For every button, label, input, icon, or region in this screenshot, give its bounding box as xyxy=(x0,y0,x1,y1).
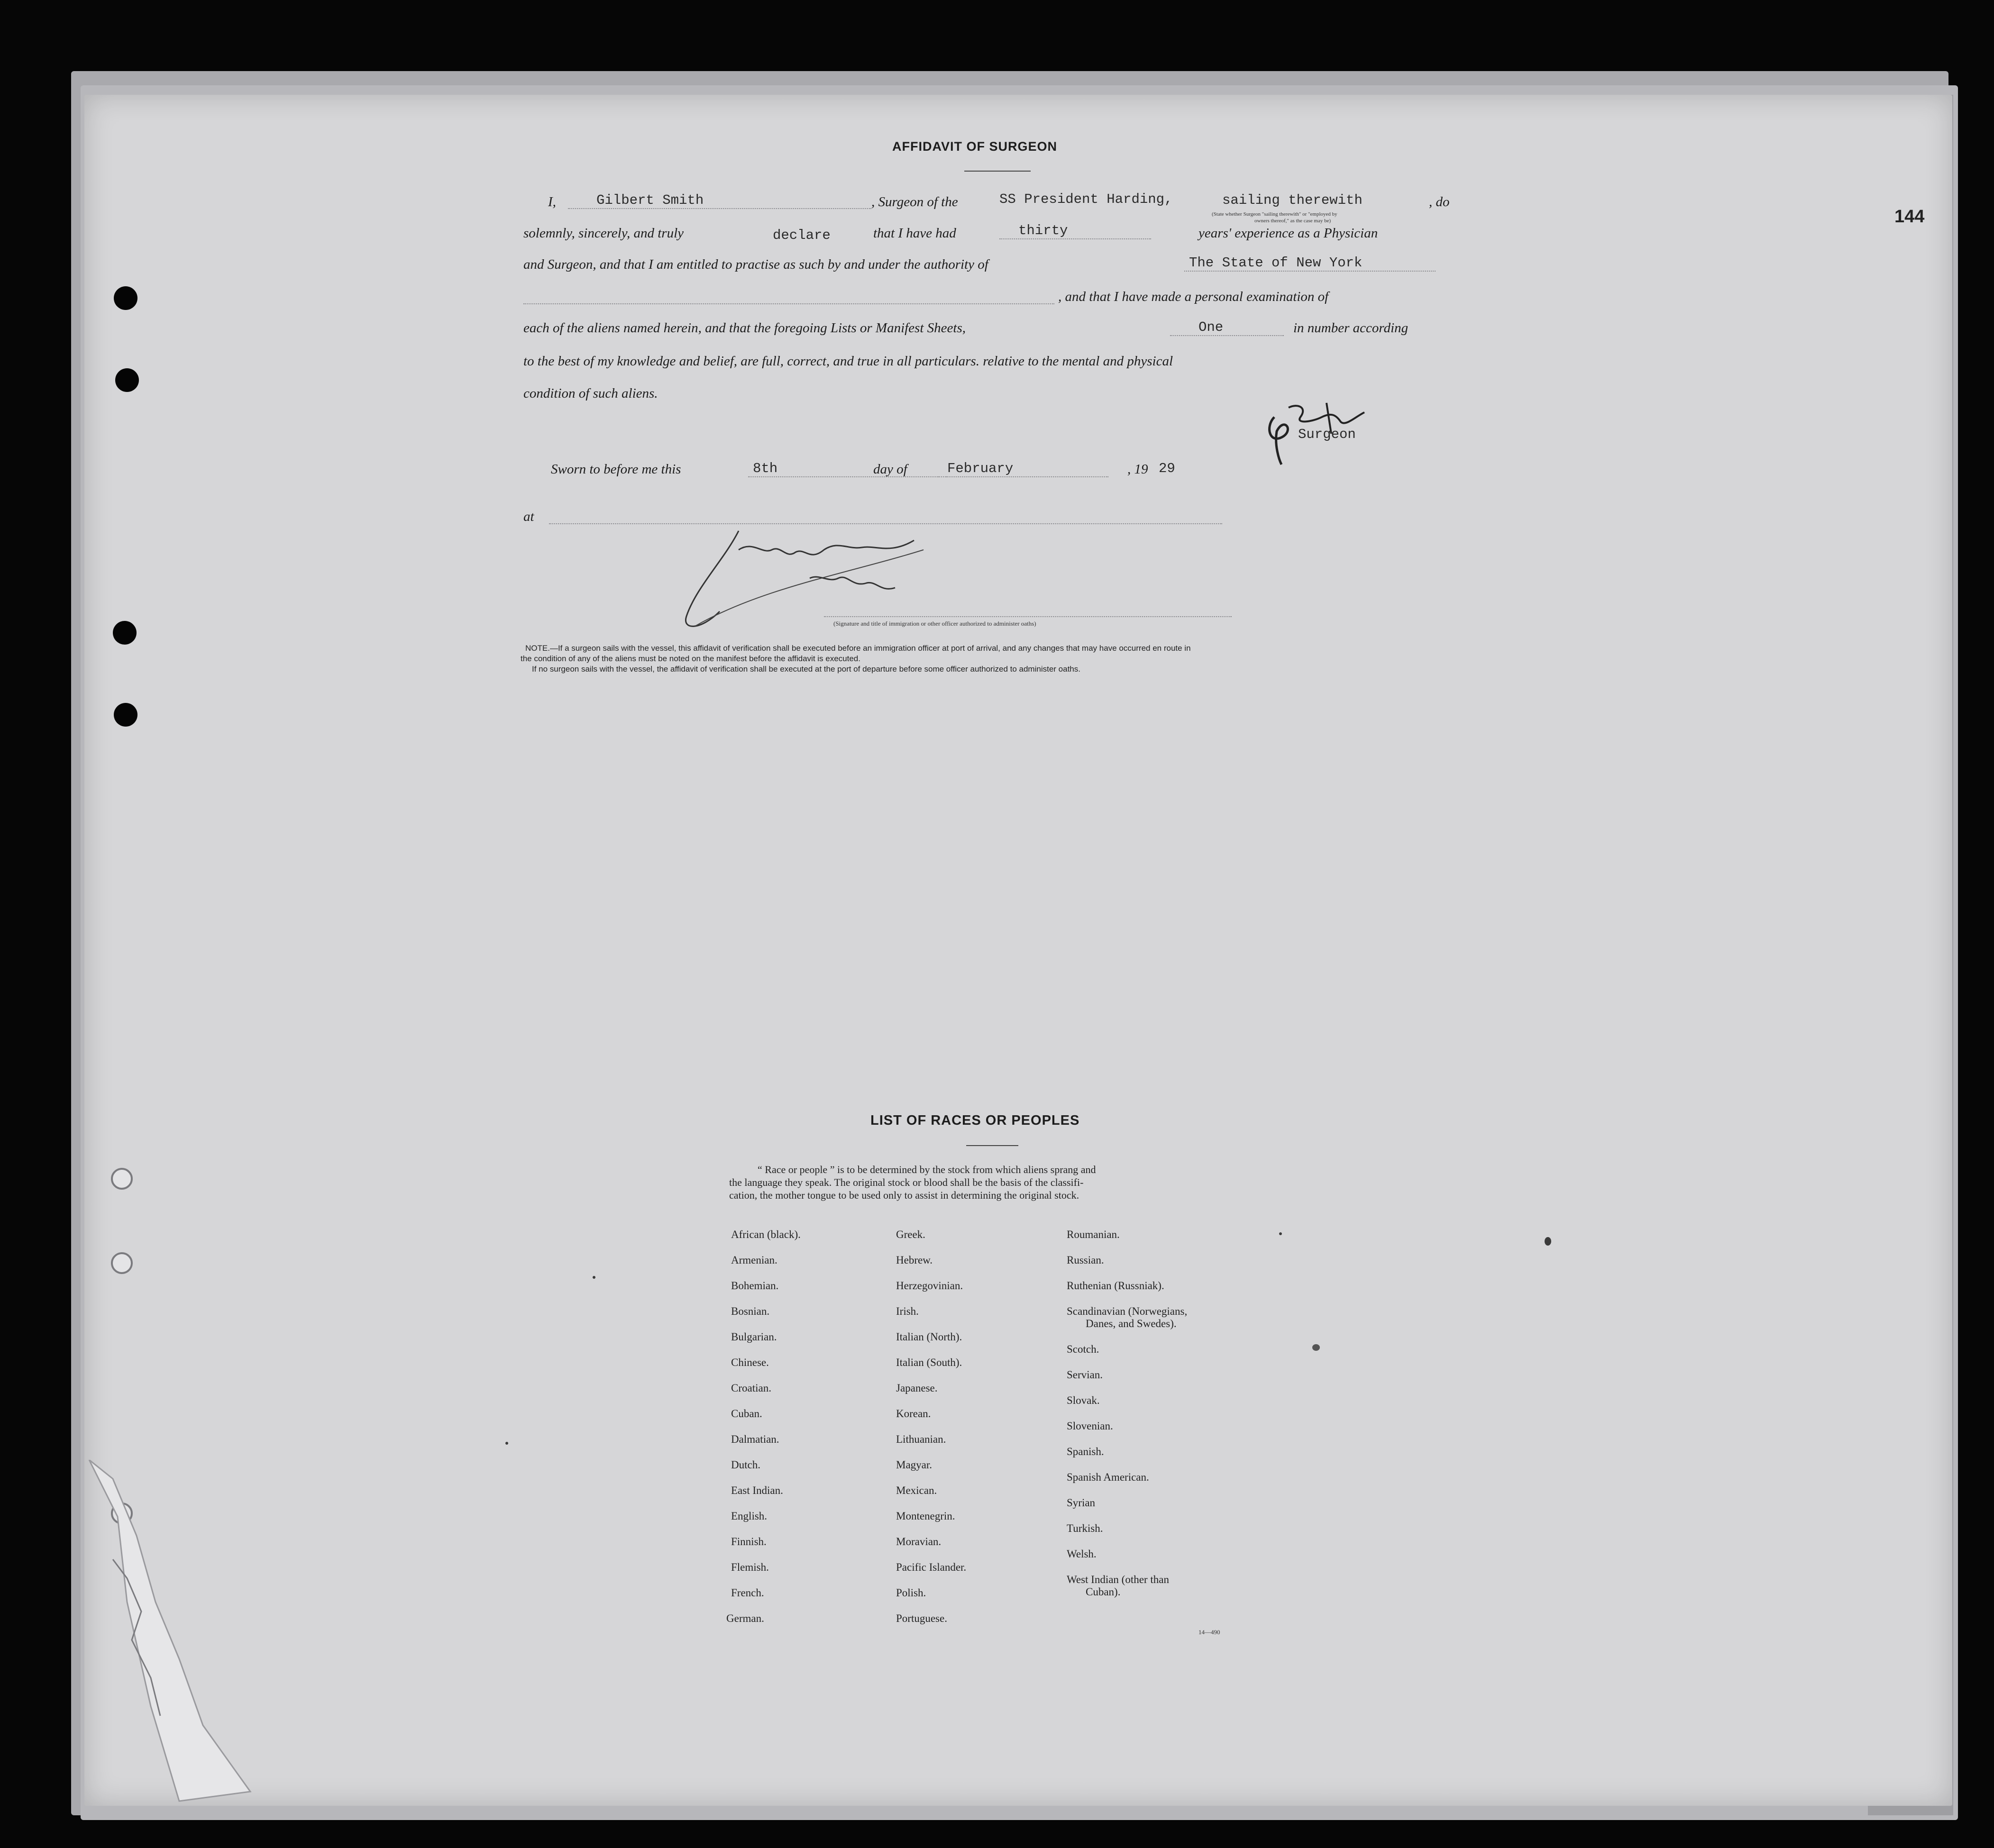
line5-text-b: in number according xyxy=(1293,320,1409,336)
race-item: Dalmatian. xyxy=(731,1433,779,1445)
status-note-1: (State whether Surgeon "sailing therewith" or "employed by xyxy=(1212,211,1337,217)
race-item: Herzegovinian. xyxy=(896,1280,963,1292)
sworn-day-field xyxy=(748,461,947,477)
race-item: Pacific Islander. xyxy=(896,1561,967,1573)
race-item: German. xyxy=(726,1612,764,1624)
race-item: Scandinavian (Norwegians, xyxy=(1067,1305,1188,1317)
race-item: African (black). xyxy=(731,1229,801,1240)
binder-hole-ring-icon xyxy=(111,1168,133,1190)
at-label: at xyxy=(523,509,534,524)
vessel-name: SS President Harding, xyxy=(999,191,1173,207)
line7-text: condition of such aliens. xyxy=(523,386,658,401)
race-item: East Indian. xyxy=(731,1484,783,1496)
line2-text-b: that I have had xyxy=(873,226,956,241)
line2-text-a: solemnly, sincerely, and truly xyxy=(523,226,684,241)
race-item: Slovak. xyxy=(1067,1394,1100,1406)
race-item: Italian (North). xyxy=(896,1331,962,1343)
declare-verb: declare xyxy=(773,228,831,243)
sworn-year-suffix: 29 xyxy=(1159,461,1175,476)
races-intro-line-3: cation, the mother tongue to be used only to assist in determining the original stock. xyxy=(729,1189,1079,1201)
sheet-count: One xyxy=(1198,319,1224,335)
race-item: Croatian. xyxy=(731,1382,771,1394)
race-item: Roumanian. xyxy=(1067,1229,1120,1240)
line3-text: and Surgeon, and that I am entitled to practise as such by and under the authority of xyxy=(523,257,988,272)
binder-hole-icon xyxy=(114,286,137,310)
race-item: Slovenian. xyxy=(1067,1420,1113,1432)
race-item: Moravian. xyxy=(896,1536,942,1548)
race-item: Cuban. xyxy=(731,1408,762,1420)
affidavit-prefix: I, xyxy=(548,194,556,209)
race-item: Mexican. xyxy=(896,1484,937,1496)
race-item: Portuguese. xyxy=(896,1612,947,1624)
surgeon-status: sailing therewith xyxy=(1222,192,1363,208)
sworn-text-a: Sworn to before me this xyxy=(551,462,681,477)
surgeon-name-field xyxy=(568,192,871,209)
sworn-year-prefix: , 19 xyxy=(1127,462,1148,477)
note-line-3: If no surgeon sails with the vessel, the affidavit of verification shall be executed at the port of departure before some officer authorized to administer oaths. xyxy=(532,665,1080,674)
years-field xyxy=(999,223,1151,239)
note-line-1: NOTE.—If a surgeon sails with the vessel, this affidavit of verification shall be executed before an immigration officer at port of arrival, and any changes that may have occurred en route in xyxy=(525,644,1191,653)
races-intro-line-1: “ Race or people ” is to be determined by the stock from which aliens sprang and xyxy=(758,1164,1096,1175)
race-item: Japanese. xyxy=(896,1382,938,1394)
authority-field xyxy=(1184,255,1436,272)
officer-signature-line xyxy=(824,616,1232,617)
ink-speck xyxy=(505,1442,508,1445)
binder-hole-ring-icon xyxy=(111,1252,133,1274)
races-intro xyxy=(729,1163,1345,1202)
race-item: Bosnian. xyxy=(731,1305,770,1317)
authority-continuation-line xyxy=(523,303,1054,304)
race-item: Welsh. xyxy=(1067,1548,1097,1560)
race-item: Dutch. xyxy=(731,1459,760,1471)
sworn-month-field xyxy=(938,461,1108,477)
race-item: Danes, and Swedes). xyxy=(1086,1318,1177,1329)
race-item: Hebrew. xyxy=(896,1254,933,1266)
sheet-count-field xyxy=(1170,319,1284,336)
race-item: Lithuanian. xyxy=(896,1433,946,1445)
years-value: thirty xyxy=(1018,223,1068,238)
race-item: Scotch. xyxy=(1067,1343,1099,1355)
race-item: Korean. xyxy=(896,1408,931,1420)
binder-hole-icon xyxy=(115,368,139,392)
surgeon-label: Surgeon xyxy=(1298,427,1356,442)
race-item: Irish. xyxy=(896,1305,919,1317)
page-number: 144 xyxy=(1894,207,1925,227)
races-intro-line-2: the language they speak. The original stock or blood shall be the basis of the classifi- xyxy=(729,1176,1084,1188)
races-title: LIST OF RACES OR PEOPLES xyxy=(870,1113,1080,1128)
race-item: Italian (South). xyxy=(896,1356,962,1368)
title-rule xyxy=(964,171,1031,172)
line2-text-c: years' experience as a Physician xyxy=(1198,226,1378,241)
race-item: Montenegrin. xyxy=(896,1510,955,1522)
race-item: Polish. xyxy=(896,1587,926,1599)
ink-speck xyxy=(1312,1344,1320,1351)
binder-hole-icon xyxy=(113,621,137,645)
race-item: Magyar. xyxy=(896,1459,933,1471)
race-item: Russian. xyxy=(1067,1254,1104,1266)
race-item: Servian. xyxy=(1067,1369,1103,1381)
race-item: Syrian xyxy=(1067,1497,1096,1509)
race-item: Ruthenian (Russniak). xyxy=(1067,1280,1164,1292)
race-item: Bohemian. xyxy=(731,1280,779,1292)
race-item: Turkish. xyxy=(1067,1522,1103,1534)
status-note-2: owners thereof," as the case may be) xyxy=(1254,218,1331,224)
note-line-2: the condition of any of the aliens must be noted on the manifest before the affidavit is executed. xyxy=(521,654,860,663)
ink-speck xyxy=(593,1276,595,1279)
race-item: Armenian. xyxy=(731,1254,777,1266)
folded-tab xyxy=(84,1460,255,1806)
ink-speck xyxy=(1279,1232,1282,1235)
race-item: West Indian (other than xyxy=(1067,1574,1169,1585)
do-label: , do xyxy=(1429,194,1450,209)
affidavit-title: AFFIDAVIT OF SURGEON xyxy=(892,139,1057,154)
sworn-month: February xyxy=(947,461,1014,476)
binder-hole-icon xyxy=(114,703,137,727)
race-item: Finnish. xyxy=(731,1536,767,1548)
form-number: 14—490 xyxy=(1198,1629,1220,1636)
officer-caption: (Signature and title of immigration or other officer authorized to administer oaths) xyxy=(833,620,1036,627)
authority-value: The State of New York xyxy=(1189,255,1363,271)
race-item: Greek. xyxy=(896,1229,925,1240)
race-item: French. xyxy=(731,1587,764,1599)
races-title-rule xyxy=(966,1145,1018,1146)
race-item: Cuban). xyxy=(1086,1586,1121,1598)
ink-speck xyxy=(1545,1237,1551,1246)
sworn-day: 8th xyxy=(753,461,778,476)
surgeon-name: Gilbert Smith xyxy=(596,192,704,208)
sworn-text-b: day of xyxy=(873,462,907,477)
line4-text: , and that I have made a personal examination of xyxy=(1058,289,1329,304)
race-item: Chinese. xyxy=(731,1356,769,1368)
line6-text: to the best of my knowledge and belief, are full, correct, and true in all particulars. relative to the mental and physical xyxy=(523,354,1173,369)
line5-text-a: each of the aliens named herein, and that the foregoing Lists or Manifest Sheets, xyxy=(523,320,966,336)
race-item: Spanish. xyxy=(1067,1446,1104,1457)
surgeon-of-the-label: , Surgeon of the xyxy=(871,194,958,209)
race-item: Flemish. xyxy=(731,1561,769,1573)
race-item: Spanish American. xyxy=(1067,1471,1149,1483)
race-item: Bulgarian. xyxy=(731,1331,777,1343)
race-item: English. xyxy=(731,1510,768,1522)
document-page xyxy=(84,95,1952,1806)
